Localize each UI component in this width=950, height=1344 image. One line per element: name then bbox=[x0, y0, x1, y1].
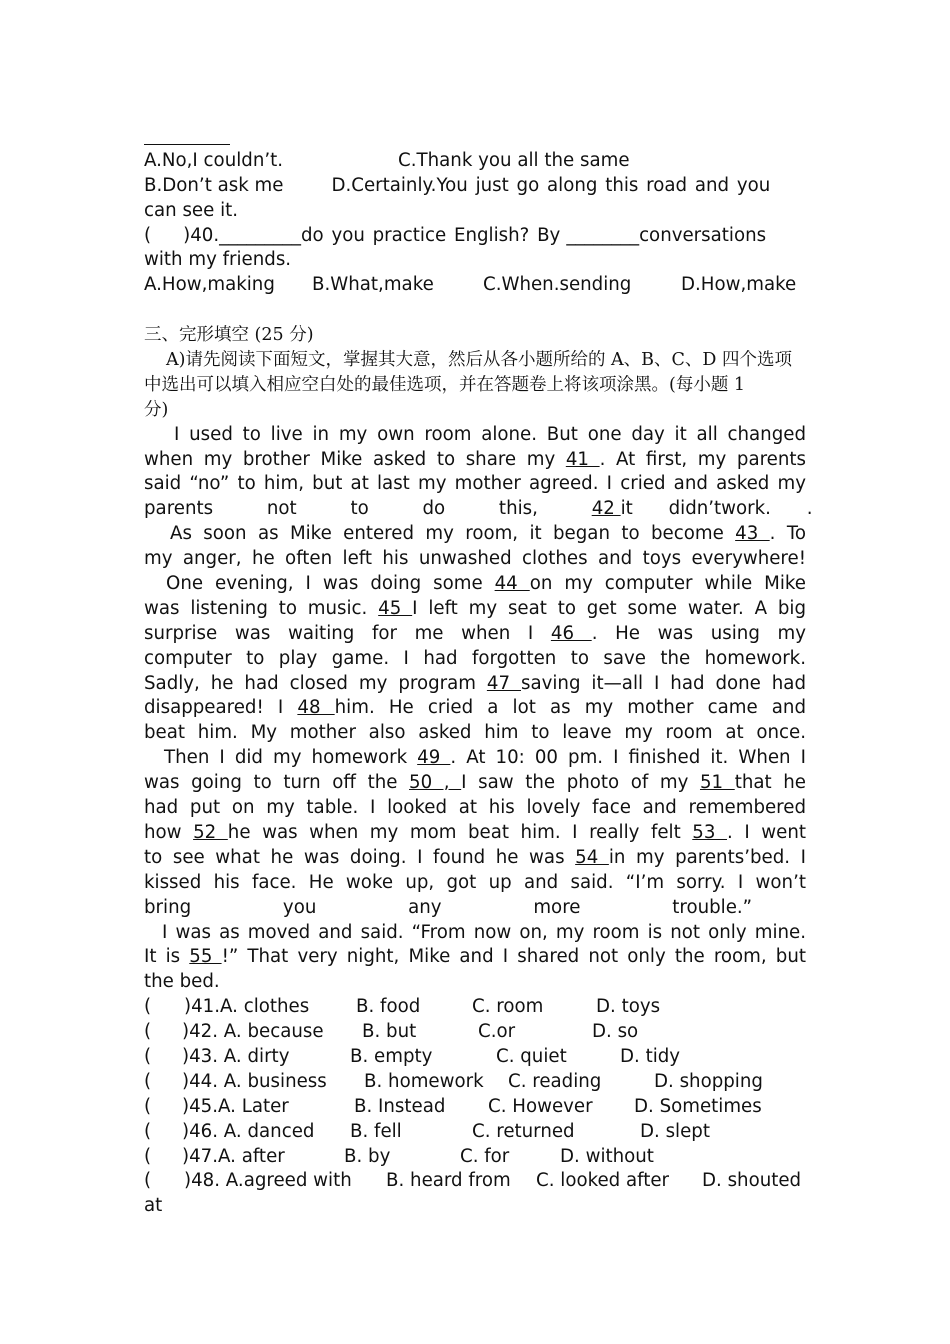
option-a: )43. A. dirty bbox=[182, 1045, 290, 1067]
option-c: C. returned bbox=[472, 1120, 575, 1142]
section-instruction bbox=[144, 398, 806, 423]
passage-text: when my brother Mike asked to share my bbox=[144, 448, 566, 470]
option-d: D. Sometimes bbox=[634, 1095, 762, 1117]
blank-49: 49 bbox=[417, 747, 451, 769]
instruction-text: A)请先阅读下面短文，掌握其大意，然后从各小题所给的 A、B、C、D 四个选项 bbox=[166, 350, 793, 371]
passage-text: Then I did my homework bbox=[164, 747, 418, 769]
answer-paren: ( bbox=[144, 996, 152, 1018]
option-c: C.or bbox=[478, 1021, 516, 1043]
option-b: B. Instead bbox=[354, 1095, 446, 1117]
passage-text: . I went bbox=[726, 821, 806, 843]
blank-44: 44 bbox=[494, 573, 530, 595]
question-40-options bbox=[144, 273, 806, 298]
blank-48: 48 bbox=[297, 697, 335, 719]
spacer bbox=[144, 124, 806, 149]
option-c: C. for bbox=[460, 1145, 510, 1167]
option-a: )46. A. danced bbox=[182, 1120, 315, 1142]
passage-line bbox=[144, 497, 813, 522]
question-row bbox=[144, 1070, 806, 1095]
question-row bbox=[144, 995, 806, 1020]
option-d: D. without bbox=[560, 1145, 654, 1167]
passage-line bbox=[144, 522, 806, 547]
passage-text: my anger, he often left his unwashed clothes and toys everywhere! bbox=[144, 548, 806, 570]
passage-text: . At 10: 00 pm. I finished it. When I bbox=[450, 747, 806, 769]
passage-text: One evening, I was doing some bbox=[166, 573, 495, 595]
blank-50: 50 , bbox=[409, 772, 462, 794]
passage-text: !” That very night, Mike and I shared not only the room, but bbox=[221, 946, 806, 968]
blank-42: 42 bbox=[591, 498, 621, 520]
blank-51: 51 bbox=[699, 772, 735, 794]
question-row bbox=[144, 1169, 806, 1194]
question-row bbox=[144, 1095, 806, 1120]
answer-paren: ( bbox=[144, 224, 152, 246]
passage-text: saving it—all I had done had bbox=[520, 672, 806, 694]
passage-text: surprise was waiting for me when I bbox=[144, 622, 551, 644]
passage-text: to see what he was doing. I found he was bbox=[144, 846, 576, 868]
passage-line bbox=[144, 696, 806, 721]
question-48-wrap: at bbox=[144, 1195, 163, 1217]
prev-options-row-2 bbox=[144, 174, 806, 199]
section-instruction bbox=[144, 348, 806, 373]
option-d: D. slept bbox=[640, 1120, 710, 1142]
option-a: )41.A. clothes bbox=[184, 996, 310, 1018]
answer-paren: ( bbox=[144, 1045, 152, 1067]
passage-text: parents not to do this, bbox=[144, 498, 592, 520]
option-c: C.When.sending bbox=[483, 274, 632, 296]
option-d: D. shouted bbox=[702, 1170, 802, 1192]
passage-line bbox=[144, 846, 806, 871]
answer-paren: ( bbox=[144, 1120, 152, 1142]
passage-line bbox=[144, 423, 806, 448]
option-b: B.Don’t ask me bbox=[144, 174, 284, 196]
option-a: A.No,I couldn’t. bbox=[144, 149, 284, 171]
answer-paren: ( bbox=[144, 1170, 152, 1192]
question-row bbox=[144, 1120, 806, 1145]
blank: ________ bbox=[566, 224, 640, 246]
passage-line bbox=[144, 572, 806, 597]
passage-text: him. He cried a lot as my mother came and bbox=[334, 697, 806, 719]
passage-text: I saw the photo of my bbox=[461, 772, 700, 794]
blank-47: 47 bbox=[486, 672, 521, 694]
passage-text: was going to turn off the bbox=[144, 772, 410, 794]
passage-line bbox=[144, 945, 806, 970]
question-text: do you practice English? By bbox=[300, 224, 561, 246]
option-d: D. shopping bbox=[654, 1070, 763, 1092]
option-d: D. tidy bbox=[620, 1045, 681, 1067]
passage-text: . To bbox=[769, 523, 806, 545]
spacer bbox=[144, 298, 806, 323]
question-number: )40. bbox=[183, 224, 220, 246]
passage-text: . At first, my parents bbox=[599, 448, 806, 470]
passage-line bbox=[144, 672, 806, 697]
question-text: with my friends. bbox=[144, 249, 292, 271]
passage-line bbox=[144, 970, 806, 995]
passage-line bbox=[144, 796, 806, 821]
blank-43: 43 bbox=[735, 523, 770, 545]
passage-line bbox=[144, 721, 806, 746]
passage-line bbox=[144, 472, 806, 497]
passage-line bbox=[144, 597, 806, 622]
prev-options-row-1 bbox=[144, 149, 806, 174]
option-b: B. empty bbox=[350, 1045, 433, 1067]
option-a: )48. A.agreed with bbox=[184, 1170, 352, 1192]
passage-text: it didn’twork. . bbox=[620, 498, 813, 520]
passage-text: that he bbox=[734, 772, 806, 794]
passage-line bbox=[144, 547, 806, 572]
section-instruction bbox=[144, 373, 806, 398]
passage-line bbox=[144, 871, 806, 896]
option-a: )45.A. Later bbox=[182, 1095, 289, 1117]
blank-41: 41 bbox=[565, 448, 600, 470]
exam-page bbox=[144, 124, 813, 1219]
answer-paren: ( bbox=[144, 1021, 152, 1043]
passage-text: bring you any more trouble.” bbox=[144, 896, 753, 918]
passage-line bbox=[144, 448, 806, 473]
section-title: 三、完形填空 (25 分) bbox=[144, 325, 314, 346]
passage-line bbox=[144, 622, 806, 647]
passage-text: had put on my table. I looked at his lovely face and remembered bbox=[144, 797, 806, 819]
question-row bbox=[144, 1145, 806, 1170]
option-b: B. homework bbox=[364, 1070, 484, 1092]
option-d: D.How,make bbox=[681, 274, 797, 296]
option-c: C.Thank you all the same bbox=[398, 149, 630, 171]
passage-text: I used to live in my own room alone. But one day it all changed bbox=[174, 423, 806, 445]
passage-line bbox=[144, 896, 806, 921]
instruction-text: 分) bbox=[144, 399, 169, 420]
option-c: C. However bbox=[488, 1095, 593, 1117]
option-d: D. toys bbox=[596, 996, 661, 1018]
passage-text: was listening to music. bbox=[144, 597, 379, 619]
instruction-text: 中选出可以填入相应空白处的最佳选项，并在答题卷上将该项涂黑。(每小题 1 bbox=[144, 374, 746, 395]
passage-line bbox=[144, 921, 806, 946]
passage-line bbox=[144, 647, 806, 672]
question-row bbox=[144, 1020, 806, 1045]
passage-text: It is bbox=[144, 946, 190, 968]
passage-line bbox=[144, 746, 806, 771]
option-d: D.Certainly.You just go along this road and you bbox=[331, 174, 771, 196]
answer-paren: ( bbox=[144, 1095, 152, 1117]
blank-53: 53 bbox=[692, 821, 727, 843]
option-b: B. heard from bbox=[386, 1170, 511, 1192]
passage-text: the bed. bbox=[144, 971, 220, 993]
option-b: B. but bbox=[362, 1021, 417, 1043]
passage-text: in my parents’bed. I bbox=[608, 846, 806, 868]
question-40 bbox=[144, 224, 806, 249]
blank-55: 55 bbox=[189, 946, 222, 968]
option-c: C. reading bbox=[508, 1070, 602, 1092]
passage-text: disappeared! I bbox=[144, 697, 298, 719]
passage-text: As soon as Mike entered my room, it began to become bbox=[170, 523, 736, 545]
blank-46: 46 bbox=[550, 622, 592, 644]
blank-54: 54 bbox=[575, 846, 609, 868]
option-c: C. looked after bbox=[536, 1170, 669, 1192]
question-list bbox=[144, 995, 806, 1194]
question-row bbox=[144, 1045, 806, 1070]
option-d-continued: can see it. bbox=[144, 199, 239, 221]
option-b: B. by bbox=[344, 1145, 391, 1167]
passage-text: said “no” to him, but at last my mother agreed. I cried and asked my bbox=[144, 473, 806, 495]
option-d: D. so bbox=[592, 1021, 639, 1043]
option-c: C. room bbox=[472, 996, 544, 1018]
blank: _________ bbox=[219, 224, 301, 246]
option-a: )47.A. after bbox=[182, 1145, 285, 1167]
passage-text: on my computer while Mike bbox=[529, 573, 806, 595]
passage-text: Sadly, he had closed my program bbox=[144, 672, 487, 694]
passage-text: . He was using my bbox=[591, 622, 806, 644]
option-b: B. food bbox=[356, 996, 421, 1018]
answer-paren: ( bbox=[144, 1070, 152, 1092]
answer-paren: ( bbox=[144, 1145, 152, 1167]
passage-line bbox=[144, 771, 806, 796]
blank-52: 52 bbox=[193, 821, 228, 843]
passage-line bbox=[144, 821, 806, 846]
option-b: B. fell bbox=[350, 1120, 402, 1142]
passage-text: how bbox=[144, 821, 194, 843]
blank-45: 45 bbox=[378, 597, 413, 619]
passage-text: he was when my mom beat him. I really felt bbox=[227, 821, 693, 843]
option-a: )44. A. business bbox=[182, 1070, 327, 1092]
question-40-line-2 bbox=[144, 248, 806, 273]
option-c: C. quiet bbox=[496, 1045, 567, 1067]
passage-text: beat him. My mother also asked him to leave my room at once. bbox=[144, 722, 806, 744]
passage-text: I was as moved and said. “From now on, my room is not only mine. bbox=[162, 921, 806, 943]
prev-options-row-3 bbox=[144, 199, 806, 224]
passage-text: kissed his face. He woke up, got up and said. “I’m sorry. I won’t bbox=[144, 871, 806, 893]
passage-text: I left my seat to get some water. A big bbox=[412, 597, 806, 619]
option-b: B.What,make bbox=[312, 274, 434, 296]
option-a: A.How,making bbox=[144, 274, 275, 296]
option-a: )42. A. because bbox=[182, 1021, 324, 1043]
question-text: conversations bbox=[639, 224, 767, 246]
passage-text: computer to play game. I had forgotten to save the homework. bbox=[144, 647, 806, 669]
